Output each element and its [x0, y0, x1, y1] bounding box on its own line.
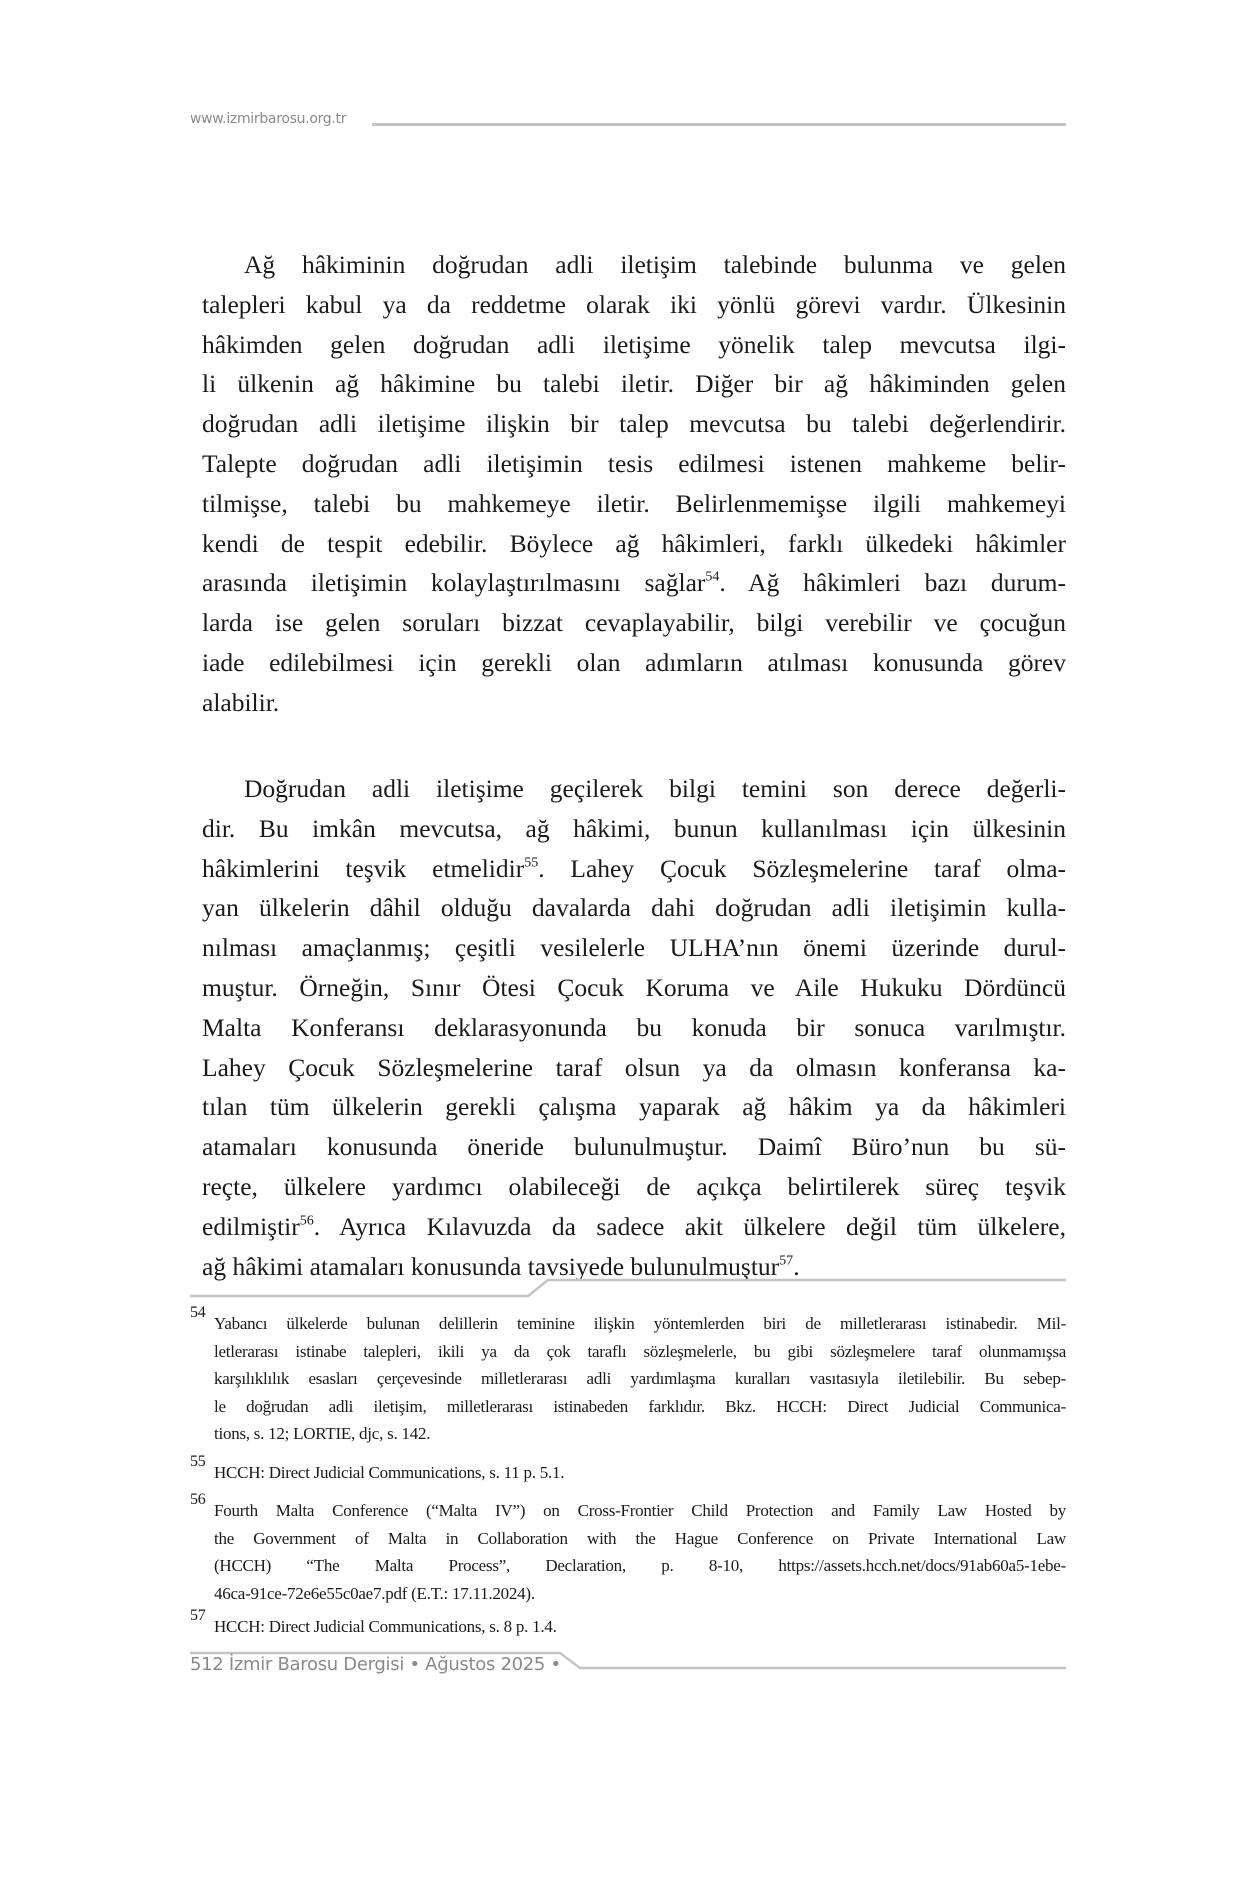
footnote-line: le doğrudan adli iletişim, milletlerarası istinabeden farklıdır. Bkz. HCCH: Direct Judicial Communica-: [214, 1396, 1066, 1416]
line-text: kendi de tespit edebilir. Böylece ağ hâkimleri, farklı ülkedeki hâkimler: [202, 528, 1066, 558]
footnote-separator: [190, 1280, 1066, 1296]
footnote-ref: 57: [779, 1253, 794, 1269]
footnote-line: karşılıklılık esasları çerçevesinde milletlerarası adli yardımlaşma kuralları vasıtasıyla iletilebilir. Bu sebep-: [214, 1369, 1066, 1388]
line-text: hâkimden gelen doğrudan adli iletişime yönelik talep mevcutsa ilgi-: [202, 329, 1066, 359]
line-text: Ağ hâkiminin doğrudan adli iletişim talebinde bulunma ve gelen: [244, 250, 1066, 279]
footnote-line: the Government of Malta in Collaboration with the Hague Conference on Private International Law: [214, 1528, 1066, 1548]
line-text: atamaları konusunda öneride bulunulmuştur. Daimî Büro’nun bu sü-: [202, 1132, 1066, 1162]
footnote-56: [190, 1491, 1066, 1607]
line-text: ağ hâkimi atamaları konusunda tavsiyede bulunulmuştur: [202, 1251, 780, 1281]
footnote-number: 56: [190, 1491, 206, 1508]
line-text: nılması amaçlanmış; çeşitli vesilelerle ULHA’nın önemi üzerinde durul-: [202, 933, 1066, 963]
line-text: edilmiştir: [202, 1211, 300, 1241]
footnote-line: HCCH: Direct Judicial Communications, s. 8 p. 1.4.: [214, 1617, 557, 1636]
footnote-line: Fourth Malta Conference (“Malta IV”) on Cross-Frontier Child Protection and Family Law Hosted by: [214, 1501, 1066, 1520]
footnote-number: 55: [190, 1453, 206, 1470]
line-text: Lahey Çocuk Sözleşmelerine taraf olsun ya da olmasın konferansa ka-: [202, 1052, 1066, 1082]
line-text: Talepte doğrudan adli iletişimin tesis edilmesi istenen mahkeme belir-: [202, 448, 1066, 478]
line-text: muştur. Örneğin, Sınır Ötesi Çocuk Koruma ve Aile Hukuku Dördüncü: [202, 972, 1066, 1002]
line-text: larda ise gelen soruları bizzat cevaplayabilir, bilgi verebilir ve çocuğun: [202, 608, 1066, 638]
footnote-number: 54: [190, 1304, 206, 1321]
footnote-ref: 55: [524, 855, 539, 871]
footnote-line: 46ca-91ce-72e6e55c0ae7.pdf (E.T.: 17.11.2024).: [214, 1583, 535, 1603]
footnote-55: [190, 1453, 1066, 1487]
header-site-url: www.izmirbarosu.org.tr: [190, 111, 347, 127]
line-text: dir. Bu imkân mevcutsa, ağ hâkimi, bunun kullanılması için ülkesinin: [202, 813, 1066, 843]
line-text: doğrudan adli iletişime ilişkin bir talep mevcutsa bu talebi değerlendirir.: [202, 409, 1066, 439]
footnote-ref: 56: [299, 1213, 314, 1229]
line-text: Malta Konferansı deklarasyonunda bu konuda bir sonuca varılmıştır.: [202, 1012, 1066, 1042]
line-text: li ülkenin ağ hâkimine bu talebi iletir. Diğer bir ağ hâkiminden gelen: [202, 369, 1066, 399]
line-text: iade edilebilmesi için gerekli olan adımların atılması konusunda görev: [202, 647, 1066, 677]
line-text: tılan tüm ülkelerin gerekli çalışma yaparak ağ hâkim ya da hâkimleri: [202, 1092, 1066, 1122]
footnote-number: 57: [190, 1607, 206, 1624]
line-text: . Lahey Çocuk Sözleşmelerine taraf olma-: [538, 853, 1067, 883]
footnote-line: Yabancı ülkelerde bulunan delillerin teminine ilişkin yöntemlerden biri de milletlerarası istinabedir. Mil-: [214, 1314, 1066, 1333]
footnote-line: (HCCH) “The Malta Process”, Declaration, p. 8-10, https://assets.hcch.net/docs/91ab60a5-1ebe-: [214, 1556, 1066, 1575]
line-text: tilmişse, talebi bu mahkemeye iletir. Belirlenmemişse ilgili mahkemeyi: [202, 488, 1066, 518]
footnote-line: HCCH: Direct Judicial Communications, s. 11 p. 5.1.: [214, 1463, 565, 1482]
line-text: .: [793, 1251, 800, 1281]
line-text: . Ayrıca Kılavuzda da sadece akit ülkelere değil tüm ülkelere,: [313, 1211, 1066, 1241]
line-text: reçte, ülkelere yardımcı olabileceği de açıkça belirtilerek süreç teşvik: [202, 1171, 1066, 1201]
footnote-line: tions, s. 12; LORTIE, djc, s. 142.: [214, 1424, 431, 1443]
line-text: alabilir.: [202, 687, 280, 717]
line-text: hâkimlerini teşvik etmelidir: [202, 853, 525, 883]
line-text: yan ülkelerin dâhil olduğu davalarda dahi doğrudan adli iletişimin kulla-: [202, 893, 1066, 923]
line-text: talepleri kabul ya da reddetme olarak iki yönlü görevi vardır. Ülkesinin: [202, 289, 1066, 319]
line-text: Doğrudan adli iletişime geçilerek bilgi temini son derece değerli-: [244, 774, 1066, 803]
line-text: . Ağ hâkimleri bazı durum-: [719, 568, 1067, 598]
footnote-57: [190, 1607, 1066, 1641]
line-text: arasında iletişimin kolaylaştırılmasını sağlar: [202, 568, 706, 598]
footnote-line: letlerarası istinabe talepleri, ikili ya da çok taraflı sözleşmelerle, bu gibi sözleşmelere taraf olunmamışsa: [214, 1341, 1066, 1361]
footer-page-info: 512 İzmir Barosu Dergisi • Ağustos 2025 •: [190, 1654, 561, 1675]
footnote-ref: 54: [705, 569, 720, 585]
footnote-54: [190, 1304, 1066, 1448]
